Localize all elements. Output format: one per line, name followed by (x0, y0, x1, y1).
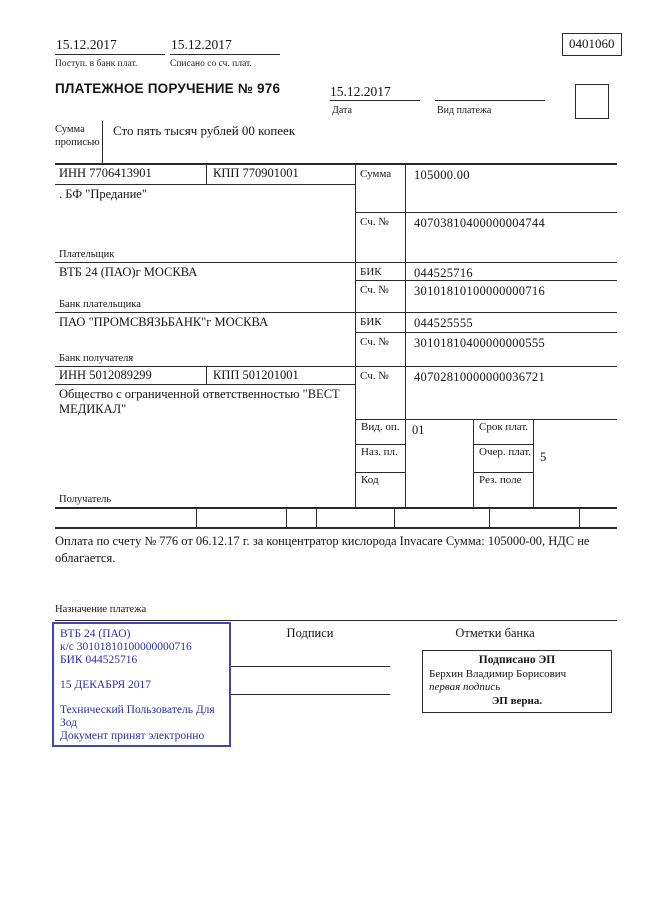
ep-verified-label: ЭП верна. (491, 694, 543, 707)
order-label: Очер. плат. (474, 445, 533, 473)
form-code-badge: 0401060 (562, 33, 622, 56)
signature-verification-stamp (422, 650, 612, 713)
table-right-column (355, 165, 617, 507)
amount-label: Сумма (356, 165, 406, 212)
payee-bank-account: 30101810400000000555 (414, 336, 545, 350)
received-in-bank-date: 15.12.2017 (55, 37, 165, 55)
payer-bank-account-label: Сч. № (356, 281, 406, 312)
table-left-column (55, 165, 355, 507)
date-label: Дата (332, 105, 352, 116)
payee-bank-bik-label: БИК (356, 313, 406, 332)
payer-inn: ИНН 7706413901 (55, 165, 207, 184)
payer-kpp: КПП 770901001 (213, 166, 299, 180)
signature-line-1 (231, 666, 390, 667)
payee-account-label: Сч. № (356, 367, 406, 419)
debited-label: Списано со сч. плат. (170, 59, 252, 69)
payee-inn: ИНН 5012089299 (55, 367, 207, 384)
empty-cell (55, 509, 197, 527)
term-label: Срок плат. (474, 420, 533, 445)
payee-kpp: КПП 501201001 (213, 368, 299, 382)
payer-bank-bik: 044525716 (414, 266, 473, 280)
empty-cell (395, 509, 490, 527)
payee-section-label: Получатель (59, 494, 112, 505)
payee-name: Общество с ограниченной ответственностью "ВЕСТ МЕДИКАЛ" (59, 387, 340, 416)
empty-cell (287, 509, 317, 527)
first-signature-label: первая подпись (429, 681, 501, 693)
stamp-date: 15 ДЕКАБРЯ 2017 (60, 679, 152, 691)
term-labels-column (474, 420, 534, 507)
empty-cell (580, 509, 617, 527)
payer-bank-name: ВТБ 24 (ПАО)г МОСКВА (59, 265, 198, 279)
payment-purpose-label: Назначение платежа (55, 604, 147, 615)
payment-purpose-text: Оплата по счету № 776 от 06.12.17 г. за концентратор кислорода Invacare Сумма: 105000-00, НДС не облагается. (55, 534, 590, 565)
bank-marks-header: Отметки банка (455, 626, 535, 640)
stamp-accepted: Документ принят электронно (60, 730, 205, 742)
empty-ruled-row (55, 507, 617, 529)
stamp-user-line1: Технический Пользователь Для (60, 704, 215, 716)
payer-bank-section-label: Банк плательщика (59, 299, 141, 310)
payee-account: 40702810000000036721 (414, 370, 545, 384)
empty-cell (197, 509, 287, 527)
payee-bank-bik: 044525555 (414, 316, 473, 330)
payee-bank-account-label: Сч. № (356, 333, 406, 366)
requisites-table (55, 163, 617, 507)
code-label: Код (361, 474, 379, 486)
op-type-label: Вид. оп. (356, 420, 405, 445)
empty-cell (490, 509, 580, 527)
payer-name: . БФ "Предание" (59, 187, 147, 201)
received-in-bank-label: Поступ. в банк плат. (55, 59, 138, 69)
payee-bank-name: ПАО "ПРОМСВЯЗЬБАНК"г МОСКВА (59, 315, 269, 329)
date-field: 15.12.2017 (330, 84, 420, 101)
reserve-label: Рез. поле (479, 474, 522, 486)
empty-cell (317, 509, 395, 527)
signed-ep-label: Подписано ЭП (478, 654, 556, 666)
payer-account-label: Сч. № (356, 213, 406, 262)
payment-type-label: Вид платежа (437, 105, 492, 116)
amount-words-row (55, 121, 617, 165)
op-type-value: 01 (406, 420, 474, 507)
amount-words-label: Сумма прописью (55, 121, 103, 165)
priority-box (575, 84, 609, 119)
page-title: ПЛАТЕЖНОЕ ПОРУЧЕНИЕ № 976 (55, 81, 281, 96)
payer-section-label: Плательщик (59, 249, 115, 260)
stamp-user-line2: Зод (60, 717, 78, 729)
payer-account: 40703810400000004744 (414, 216, 545, 230)
payment-type-field (435, 84, 545, 101)
amount-words-value: Сто пять тысяч рублей 00 копеек (113, 123, 296, 138)
signer-name: Берхин Владимир Борисович (429, 667, 567, 680)
op-labels-column (356, 420, 406, 507)
stamp-bik: БИК 044525716 (60, 654, 138, 666)
stamp-bank-name: ВТБ 24 (ПАО) (60, 628, 131, 640)
purpose-code-label: Наз. пл. (356, 445, 405, 473)
order-value: 5 (540, 450, 547, 464)
debited-date: 15.12.2017 (170, 37, 280, 55)
payee-bank-section-label: Банк получателя (59, 353, 134, 364)
amount-value: 105000.00 (414, 168, 470, 182)
stamp-corr-account: к/с 30101810100000000716 (60, 641, 192, 653)
signature-line-2 (231, 694, 390, 695)
payer-bank-account: 30101810100000000716 (414, 284, 545, 298)
signatures-header: Подписи (286, 626, 334, 640)
purpose-divider-line (55, 620, 617, 621)
electronic-bank-stamp (52, 622, 231, 747)
payer-bank-bik-label: БИК (356, 263, 406, 280)
